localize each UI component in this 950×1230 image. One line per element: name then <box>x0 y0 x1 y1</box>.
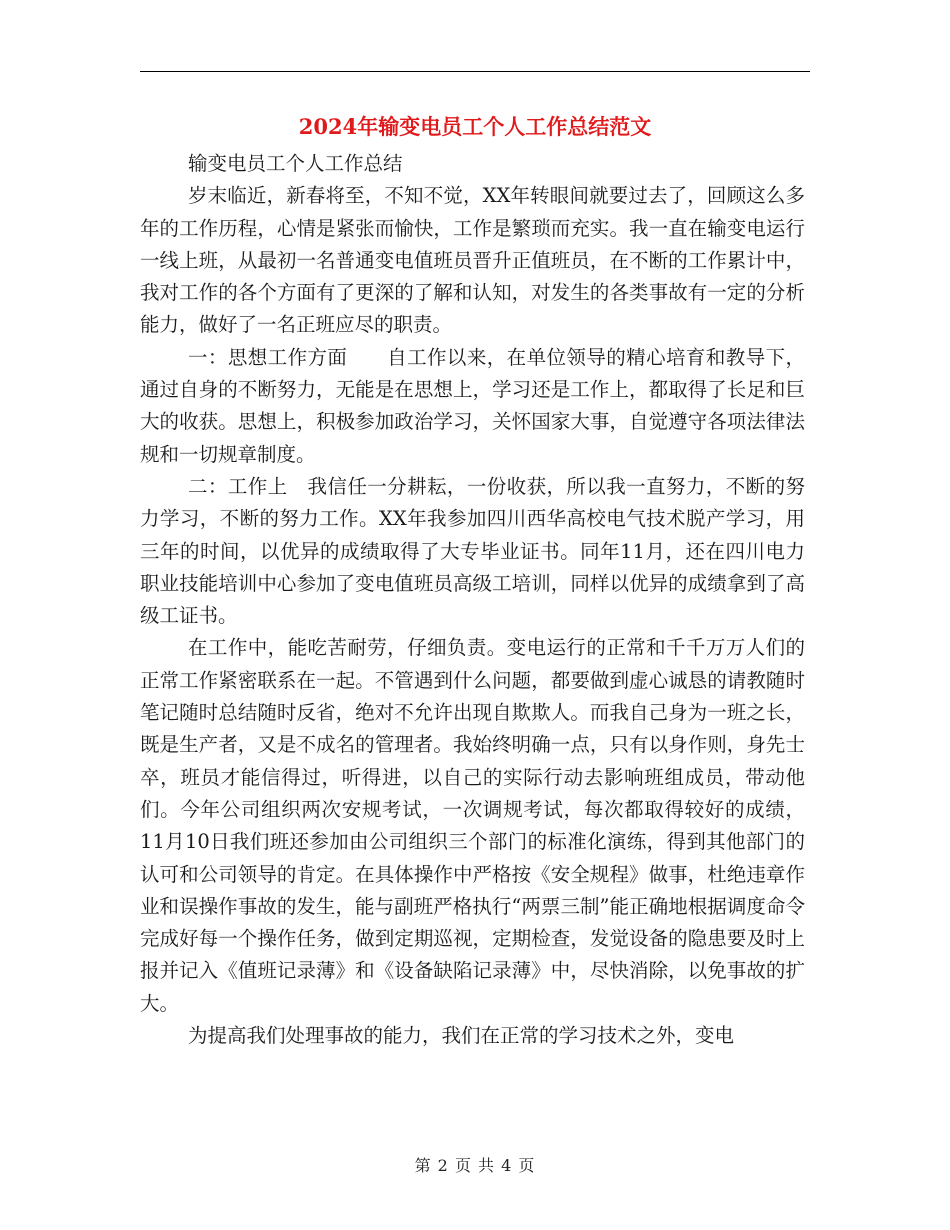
header-rule <box>140 71 810 72</box>
paragraph-subtitle: 输变电员工个人工作总结 <box>188 152 403 175</box>
document-body <box>140 148 805 1052</box>
document-title: 2024年输变电员工个人工作总结范文 <box>298 114 652 139</box>
paragraph-thought: 一：思想工作方面 自工作以来，在单位领导的精心培育和教导下，通过自身的不断努力，无能是在思想上，学习还是工作上，都取得了长足和巨大的收获。思想上，积极参加政治学习，关怀国家大事，自觉遵守各项法律法规和一切规章制度。 <box>140 345 805 466</box>
paragraph-work: 二：工作上 我信任一分耕耘，一份收获，所以我一直努力，不断的努力学习，不断的努力工作。XX年我参加四川西华高校电气技术脱产学习，用三年的时间，以优异的成绩取得了大专毕业证书。同年11月，还在四川电力职业技能培训中心参加了变电值班员高级工培训，同样以优异的成绩拿到了高级工证书。 <box>140 474 805 628</box>
page-number: 第 2 页 共 4 页 <box>414 1156 536 1175</box>
paragraph-intro: 岁末临近，新春将至，不知不觉，XX年转眼间就要过去了，回顾这么多年的工作历程，心情是紧张而愉快，工作是繁琐而充实。我一直在输变电运行一线上班，从最初一名普通变电值班员晋升正值班员，在不断的工作累计中，我对工作的各个方面有了更深的了解和认知，对发生的各类事故有一定的分析能力，做好了一名正班应尽的职责。 <box>140 184 805 337</box>
paragraph-diligence: 在工作中，能吃苦耐劳，仔细负责。变电运行的正常和千千万万人们的正常工作紧密联系在一起。不管遇到什么问题，都要做到虚心诚恳的请教随时笔记随时总结随时反省，绝对不允许出现自欺欺人。而我自己身为一班之长，既是生产者，又是不成名的管理者。我始终明确一点，只有以身作则，身先士卒，班员才能信得过，听得进，以自己的实际行动去影响班组成员，带动他们。今年公司组织两次安规考试，一次调规考试，每次都取得较好的成绩，11月10日我们班还参加由公司组织三个部门的标准化演练，得到其他部门的认可和公司领导的肯定。在具体操作中严格按《安全规程》做事，杜绝违章作业和误操作事故的发生，能与副班严格执行“两票三制”能正确地根据调度命令完成好每一个操作任务，做到定期巡视，定期检查，发觉设备的隐患要及时上报并记入《值班记录薄》和《设备缺陷记录薄》中，尽快消除，以免事故的扩大。 <box>140 636 805 1015</box>
paragraph-accident-handling: 为提高我们处理事故的能力，我们在正常的学习技术之外，变电 <box>188 1024 735 1048</box>
